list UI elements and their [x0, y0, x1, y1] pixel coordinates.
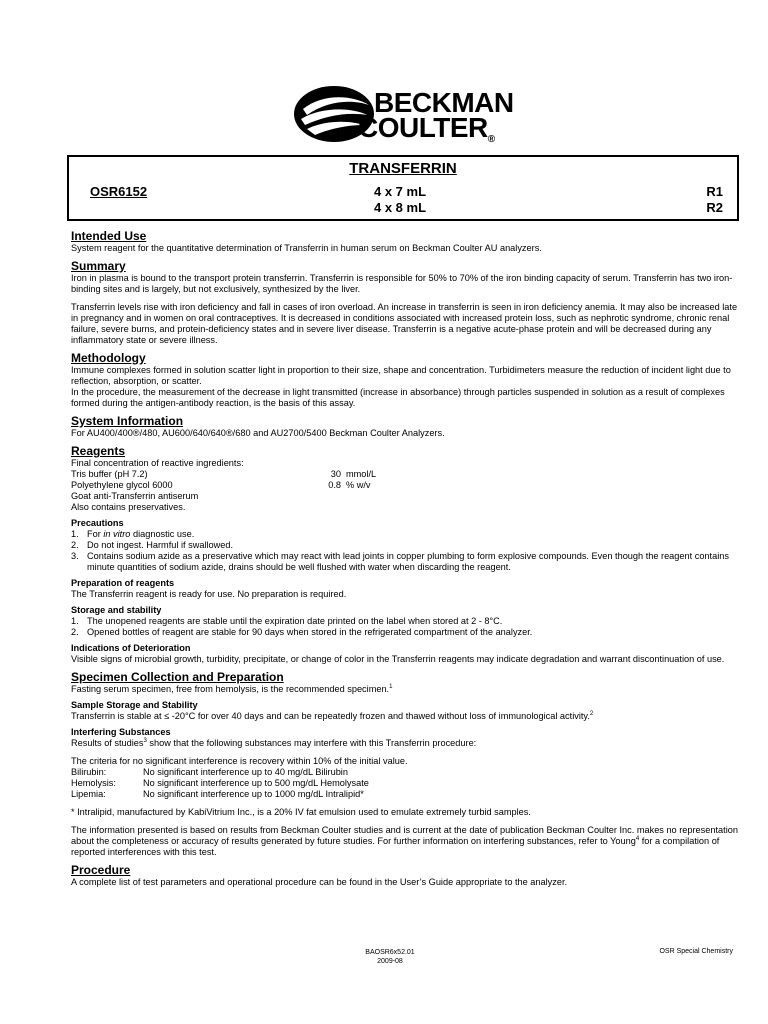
reference-marker: 4 — [635, 835, 640, 842]
reagent-name: Tris buffer (pH 7.2) — [71, 469, 148, 479]
reagent-r2: R2 — [706, 200, 723, 215]
in-vitro-term: in vitro — [103, 529, 131, 539]
precautions-heading: Precautions — [71, 518, 124, 528]
interference-criteria: The criteria for no significant interference is recovery within 10% of the initial value. — [71, 756, 408, 766]
interference-row — [71, 778, 741, 789]
storage-text: The unopened reagents are stable until the expiration date printed on the label when stored at 2 - 8°C. — [87, 616, 503, 626]
info-text-start: The information presented is based on results from Beckman Coulter studies and is current at the date of publication Beckman Coulter Inc. makes no representation about the completeness or accuracy of results generated by future studies. For further information on interfering substances, refer to Young — [71, 825, 738, 846]
list-item — [71, 540, 741, 551]
specimen-text — [71, 684, 741, 695]
summary-paragraph-1: Iron in plasma is bound to the transport protein transferrin. Transferrin is responsible for 50% to 70% of the iron binding capacity of serum. Transferrin has two iron-binding sites and is largely, but not exclusively, synthesized by the liver. — [71, 273, 733, 294]
precaution-text: diagnostic use. — [130, 529, 195, 539]
system-info-text: For AU400/400®/480, AU600/640/640®/680 and AU2700/5400 Beckman Coulter Analyzers. — [71, 428, 445, 438]
reagents-heading: Reagents — [71, 444, 126, 458]
reagent-row — [71, 480, 741, 491]
interfering-intro-start: Results of studies — [71, 738, 144, 748]
methodology-heading: Methodology — [71, 351, 146, 365]
precautions-list — [71, 529, 741, 573]
list-item — [71, 529, 741, 540]
methodology-paragraph-2: In the procedure, the measurement of the decrease in light transmitted (increase in absorbance) through particles suspended in solution as a result of complexes formed during the antigen-antibody reaction, is the basis of this assay. — [71, 387, 725, 408]
info-text-end: for a compilation of reported interferences with this test. — [71, 836, 720, 857]
reagent-row — [71, 469, 741, 480]
document-date: 2009-08 — [377, 958, 403, 965]
interfering-intro — [71, 738, 741, 749]
document-body — [71, 224, 741, 888]
pack-size-r2: 4 x 8 mL — [374, 200, 427, 215]
reagent-name: Goat anti-Transferrin antiserum — [71, 491, 199, 501]
specimen-heading: Specimen Collection and Preparation — [71, 670, 284, 684]
product-title: TRANSFERRIN — [349, 160, 457, 177]
brand-line1: BECKMAN — [374, 87, 514, 118]
intended-use-heading: Intended Use — [71, 229, 147, 243]
preparation-heading: Preparation of reagents — [71, 578, 175, 588]
system-info-heading: System Information — [71, 414, 184, 428]
interferent-result: No significant interference up to 500 mg/dL Hemolysate — [143, 778, 369, 788]
summary-heading: Summary — [71, 259, 126, 273]
list-item — [71, 551, 741, 573]
document-code-footer — [340, 948, 440, 966]
interferent-name: Bilirubin: — [71, 767, 107, 777]
interferent-name: Lipemia: — [71, 789, 106, 799]
reagent-name: Polyethylene glycol 6000 — [71, 480, 173, 490]
reagent-value: 30 — [330, 469, 341, 479]
list-number: 3. — [71, 551, 79, 561]
product-header-box — [67, 155, 739, 221]
deterioration-text: Visible signs of microbial growth, turbidity, precipitate, or change of color in the Transferrin reagents may indicate degradation and warrant discontinuation of use. — [71, 654, 725, 664]
registered-mark: ® — [487, 134, 495, 145]
interfering-intro-end: show that the following substances may interfere with this Transferrin procedure: — [146, 738, 477, 748]
reagent-unit: % w/v — [346, 480, 371, 490]
reagent-row — [71, 491, 741, 502]
summary-paragraph-2: Transferrin levels rise with iron deficiency and fall in cases of iron overload. An increase in transferrin is seen in iron deficiency anemia. It may also be increased late in pregnancy and in women on oral contraceptives. It is decreased in conditions associated with increased protein loss, such as nephrotic syndrome, chronic renal failure, severe burns, and protein-deficiency states and in severe liver disease. Transferrin is a negative acute-phase protein and will be decreased during any inflammatory state or severe illness. — [71, 302, 738, 345]
methodology-paragraph-1: Immune complexes formed in solution scatter light in proportion to their size, shape and concentration. Turbidimeters measure the reduction of incident light due to reflection, absorption, or scatter. — [71, 365, 731, 386]
interferent-result: No significant interference up to 40 mg/dL Bilirubin — [143, 767, 348, 777]
brand-wordmark — [358, 87, 514, 145]
sample-storage-sentence: Transferrin is stable at ≤ -20°C for over 40 days and can be repeatedly frozen and thawed without loss of immunological activity. — [71, 711, 590, 721]
list-number: 1. — [71, 529, 79, 539]
deterioration-heading: Indications of Deterioration — [71, 643, 191, 653]
precaution-text: Contains sodium azide as a preservative which may react with lead joints in copper plumbing to form explosive compounds. Even though the reagent contains minute quantities of sodium azide, drains should be well flushed with water when discarding the reagent. — [87, 551, 729, 572]
reference-marker: 3 — [143, 737, 147, 744]
interference-info — [71, 825, 741, 858]
specimen-sentence: Fasting serum specimen, free from hemolysis, is the recommended specimen. — [71, 684, 390, 694]
interferent-result: No significant interference up to 1000 mg/dL Intralipid* — [143, 789, 364, 799]
procedure-text: A complete list of test parameters and operational procedure can be found in the User’s Guide appropriate to the analyzer. — [71, 877, 568, 887]
interferent-name: Hemolysis: — [71, 778, 116, 788]
intralipid-footnote: * Intralipid, manufactured by KabiVitrium Inc., is a 20% IV fat emulsion used to emulate extremely turbid samples. — [71, 807, 531, 817]
interfering-heading: Interfering Substances — [71, 727, 171, 737]
pack-size-r1: 4 x 7 mL — [374, 184, 427, 199]
catalog-number: OSR6152 — [90, 184, 148, 199]
interference-row — [71, 789, 741, 800]
reference-marker: 2 — [589, 710, 594, 717]
reference-marker: 1 — [389, 683, 393, 690]
preparation-text: The Transferrin reagent is ready for use. No preparation is required. — [71, 589, 347, 599]
storage-list — [71, 616, 741, 638]
reagent-unit: mmol/L — [346, 469, 377, 479]
interference-row — [71, 767, 741, 778]
sample-storage-heading: Sample Storage and Stability — [71, 700, 198, 710]
precaution-text: For — [87, 529, 104, 539]
reagent-r1: R1 — [706, 184, 723, 199]
list-number: 1. — [71, 616, 79, 626]
list-number: 2. — [71, 627, 79, 637]
sample-storage-text — [71, 711, 741, 722]
procedure-heading: Procedure — [71, 863, 131, 877]
precaution-text: Do not ingest. Harmful if swallowed. — [87, 540, 234, 550]
storage-heading: Storage and stability — [71, 605, 162, 615]
list-number: 2. — [71, 540, 79, 550]
list-item — [71, 627, 741, 638]
reagents-note: Also contains preservatives. — [71, 502, 186, 512]
footer-category: OSR Special Chemistry — [659, 948, 733, 955]
reagents-intro: Final concentration of reactive ingredients: — [71, 458, 244, 468]
document-code: BAOSR6x52.01 — [365, 949, 415, 956]
reagent-value: 0.8 — [328, 480, 341, 490]
intended-use-text: System reagent for the quantitative determination of Transferrin in human serum on Beckman Coulter AU analyzers. — [71, 243, 542, 253]
list-item — [71, 616, 741, 627]
brand-line2: COULTER — [358, 112, 488, 143]
storage-text: Opened bottles of reagent are stable for 90 days when stored in the refrigerated compartment of the analyzer. — [87, 627, 533, 637]
